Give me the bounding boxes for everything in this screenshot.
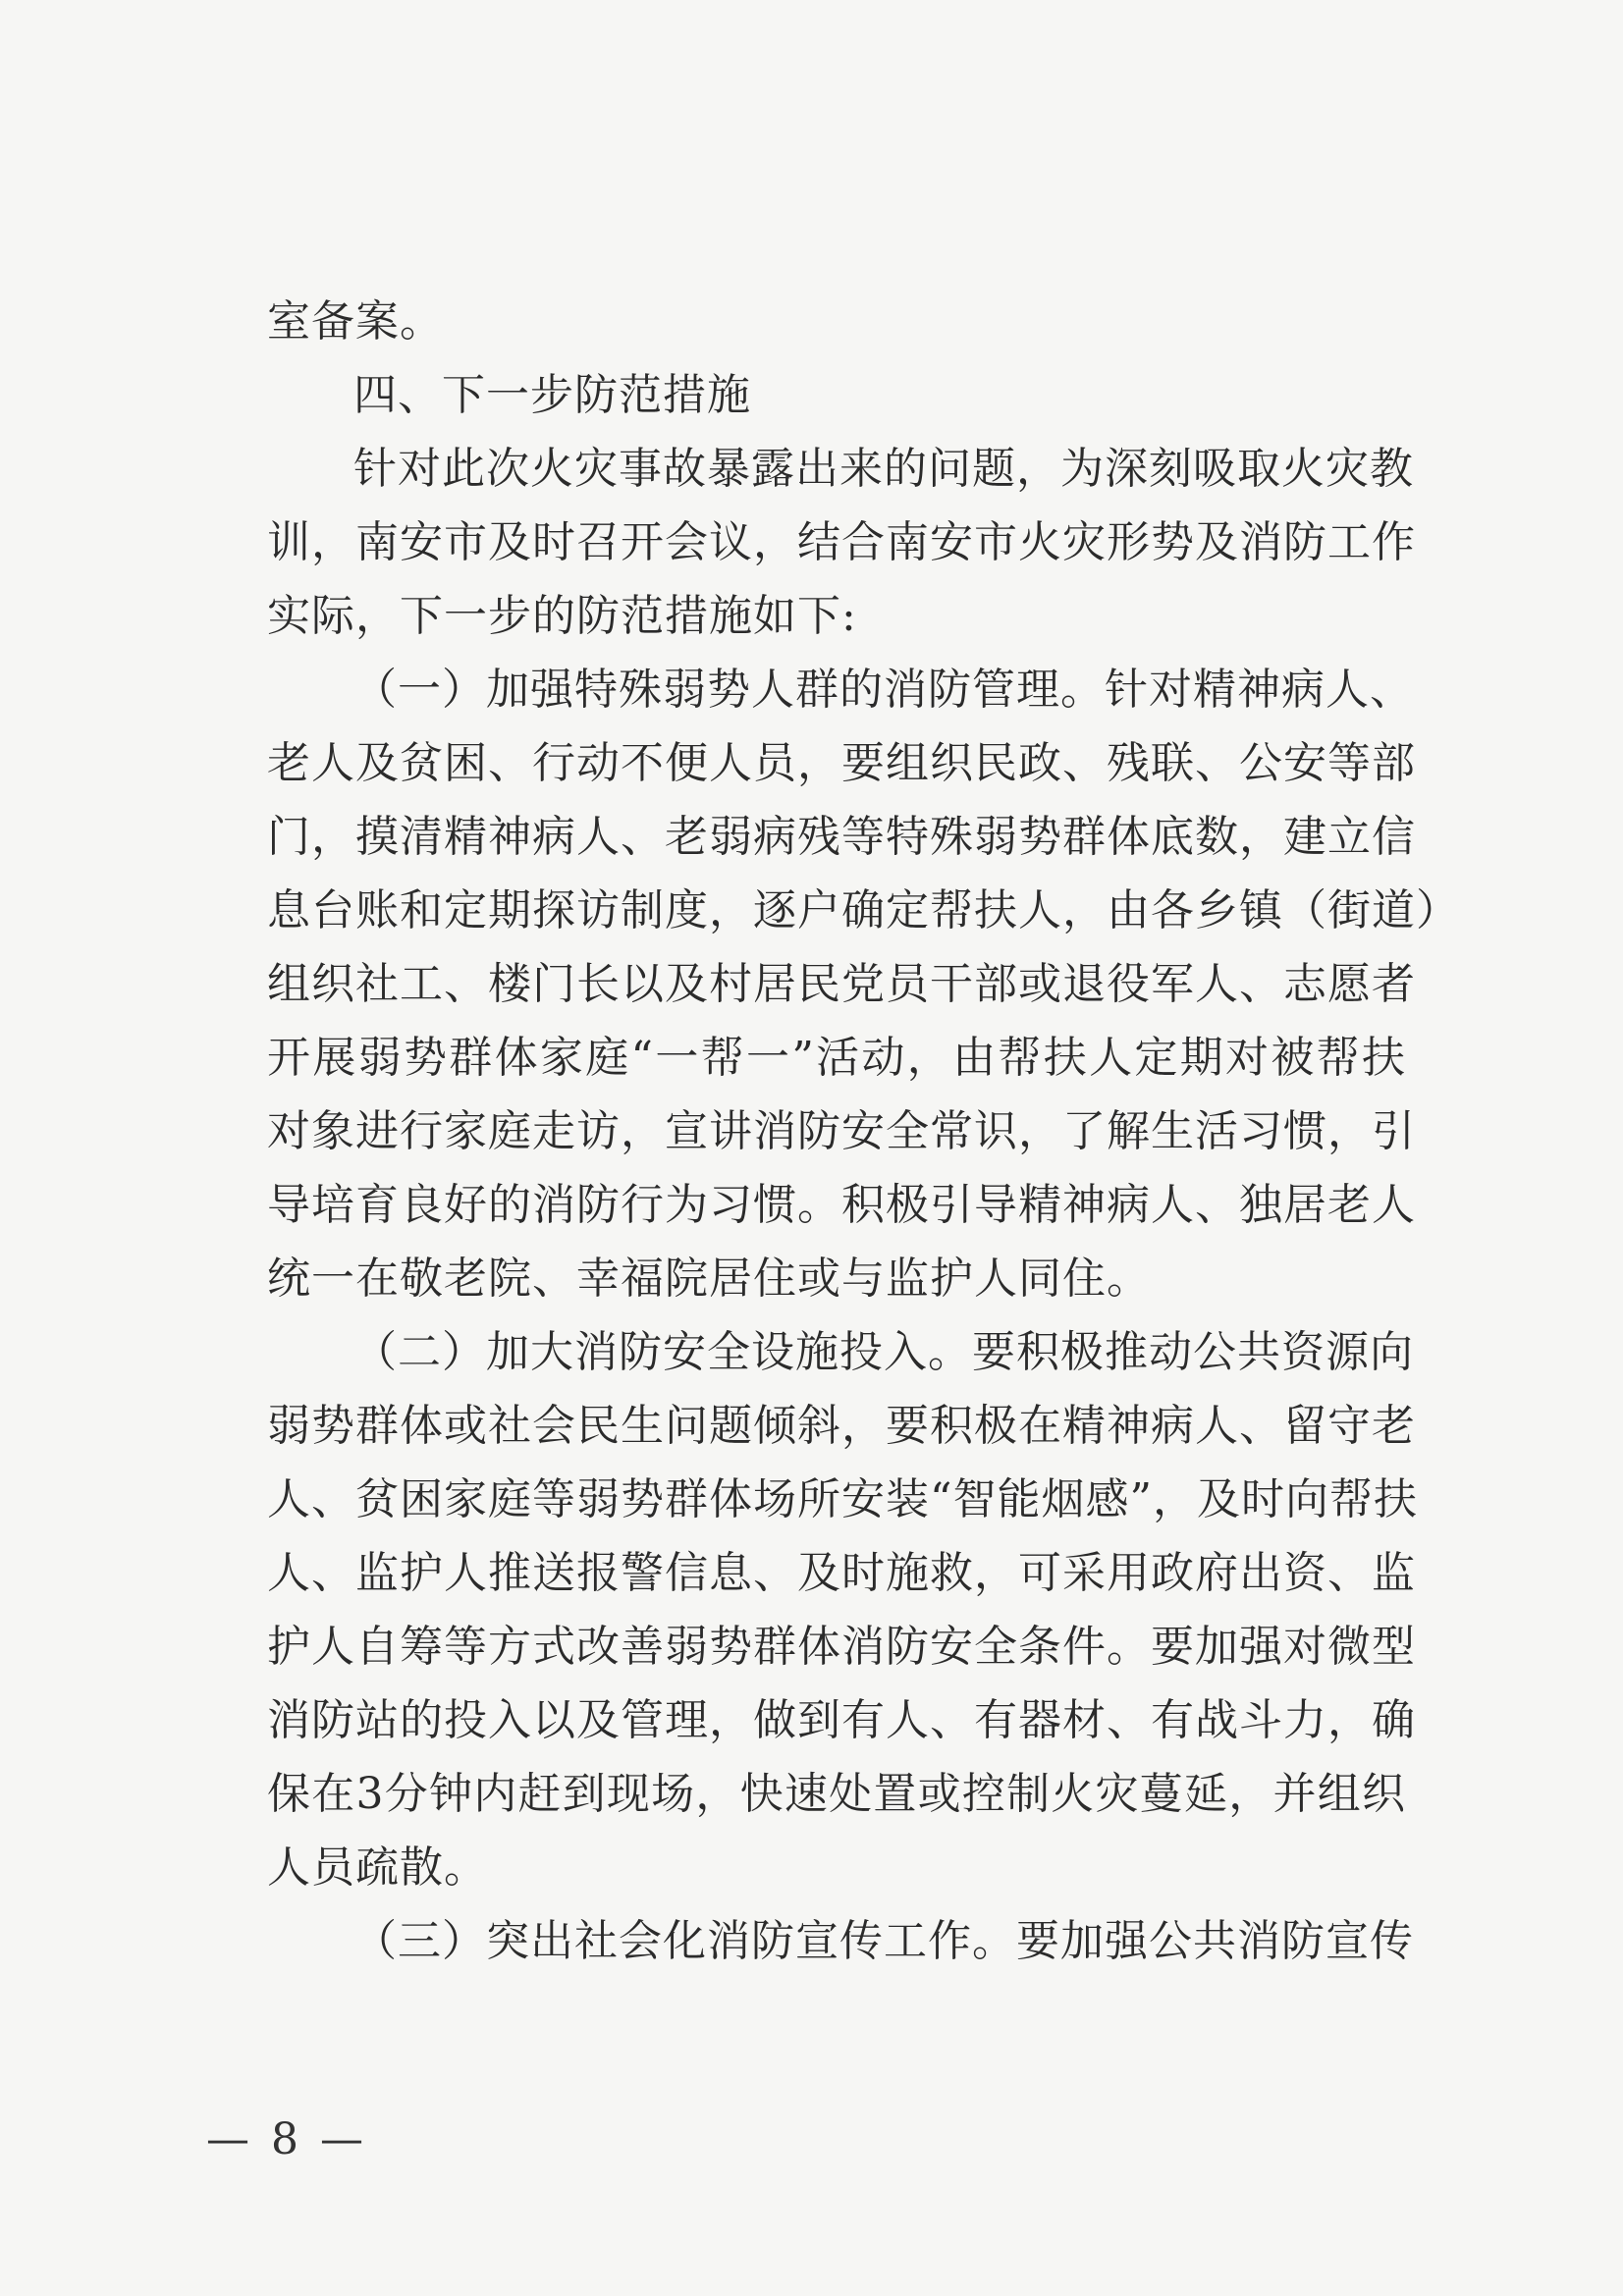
text-line: 人、监护人推送报警信息、及时施救，可采用政府出资、监 [267, 1548, 1416, 1598]
text-line: 弱势群体或社会民生问题倾斜，要积极在精神病人、留守老 [267, 1401, 1416, 1451]
text-line: 老人及贫困、行动不便人员，要组织民政、残联、公安等部 [267, 738, 1416, 788]
text-line: 人、贫困家庭等弱势群体场所安装“智能烟感”，及时向帮扶 [267, 1474, 1418, 1524]
page-number: — 8 — [206, 2114, 367, 2164]
text-line: 人员疏散。 [267, 1842, 488, 1893]
text-line: （三）突出社会化消防宣传工作。要加强公共消防宣传 [353, 1916, 1414, 1966]
text-line: 训，南安市及时召开会议，结合南安市火灾形势及消防工作 [267, 517, 1416, 567]
text-line: 对象进行家庭走访，宣讲消防安全常识，了解生活习惯，引 [267, 1106, 1416, 1156]
text-line: 组织社工、楼门长以及村居民党员干部或退役军人、志愿者 [267, 959, 1416, 1009]
text-line: 导培育良好的消防行为习惯。积极引导精神病人、独居老人 [267, 1180, 1416, 1230]
body-text [267, 285, 1460, 1978]
text-line: 保在3分钟内赶到现场，快速处置或控制火灾蔓延，并组织 [267, 1769, 1406, 1819]
text-line: 开展弱势群体家庭“一帮一”活动，由帮扶人定期对被帮扶 [267, 1033, 1406, 1083]
text-line: 消防站的投入以及管理，做到有人、有器材、有战斗力，确 [267, 1695, 1416, 1745]
text-line: （一）加强特殊弱势人群的消防管理。针对精神病人、 [353, 665, 1414, 715]
text-line: 室备案。 [267, 296, 444, 347]
text-line: 针对此次火灾事故暴露出来的问题，为深刻吸取火灾教 [353, 444, 1414, 494]
text-line: 实际，下一步的防范措施如下: [267, 591, 857, 641]
text-line: 门，摸清精神病人、老弱病残等特殊弱势群体底数，建立信 [267, 812, 1416, 862]
text-line: 息台账和定期探访制度，逐户确定帮扶人，由各乡镇（街道） [267, 885, 1460, 935]
text-line: 护人自筹等方式改善弱势群体消防安全条件。要加强对微型 [267, 1622, 1416, 1672]
text-line: （二）加大消防安全设施投入。要积极推动公共资源向 [353, 1327, 1414, 1377]
section-heading: 四、下一步防范措施 [353, 370, 751, 420]
text-line: 统一在敬老院、幸福院居住或与监护人同住。 [267, 1254, 1151, 1304]
